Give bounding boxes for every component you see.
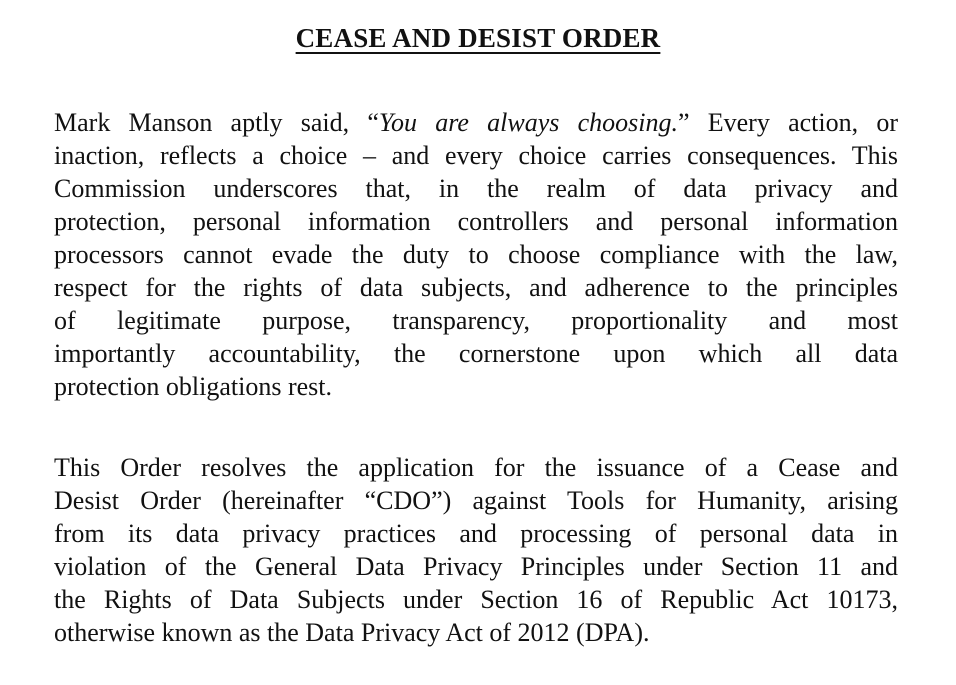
text-line: processors cannot evade the duty to choose compliance with the law, xyxy=(54,240,898,269)
text-line: from its data privacy practices and processing of personal data in xyxy=(54,519,898,548)
text-line: Commission underscores that, in the realm of data privacy and xyxy=(54,174,898,203)
text-line: Desist Order (hereinafter “CDO”) against Tools for Humanity, arising xyxy=(54,486,898,515)
quote-attribution: Mark Manson aptly said, “ xyxy=(54,108,379,137)
text-line: violation of the General Data Privacy Principles under Section 11 and xyxy=(54,552,898,581)
text-line: importantly accountability, the cornerstone upon which all data xyxy=(54,339,898,368)
text-line: protection obligations rest. xyxy=(54,372,333,401)
document-title: CEASE AND DESIST ORDER xyxy=(295,23,661,53)
text-line: This Order resolves the application for the issuance of a Cease and xyxy=(54,453,898,482)
paragraph-intro xyxy=(54,106,898,403)
text-line: inaction, reflects a choice – and every choice carries consequences. This xyxy=(54,141,898,170)
text-line: the Rights of Data Subjects under Section 16 of Republic Act 10173, xyxy=(54,585,898,614)
quote-continuation: ” Every action, or xyxy=(677,108,898,137)
text-line: respect for the rights of data subjects, and adherence to the principles xyxy=(54,273,898,302)
text-line: otherwise known as the Data Privacy Act of 2012 (DPA). xyxy=(54,618,650,647)
text-line: protection, personal information controllers and personal information xyxy=(54,207,898,236)
paragraph-order-summary xyxy=(54,451,898,649)
quote-text: You are always choosing. xyxy=(378,108,678,137)
text-line: of legitimate purpose, transparency, proportionality and most xyxy=(54,306,898,335)
text-line xyxy=(54,106,898,139)
